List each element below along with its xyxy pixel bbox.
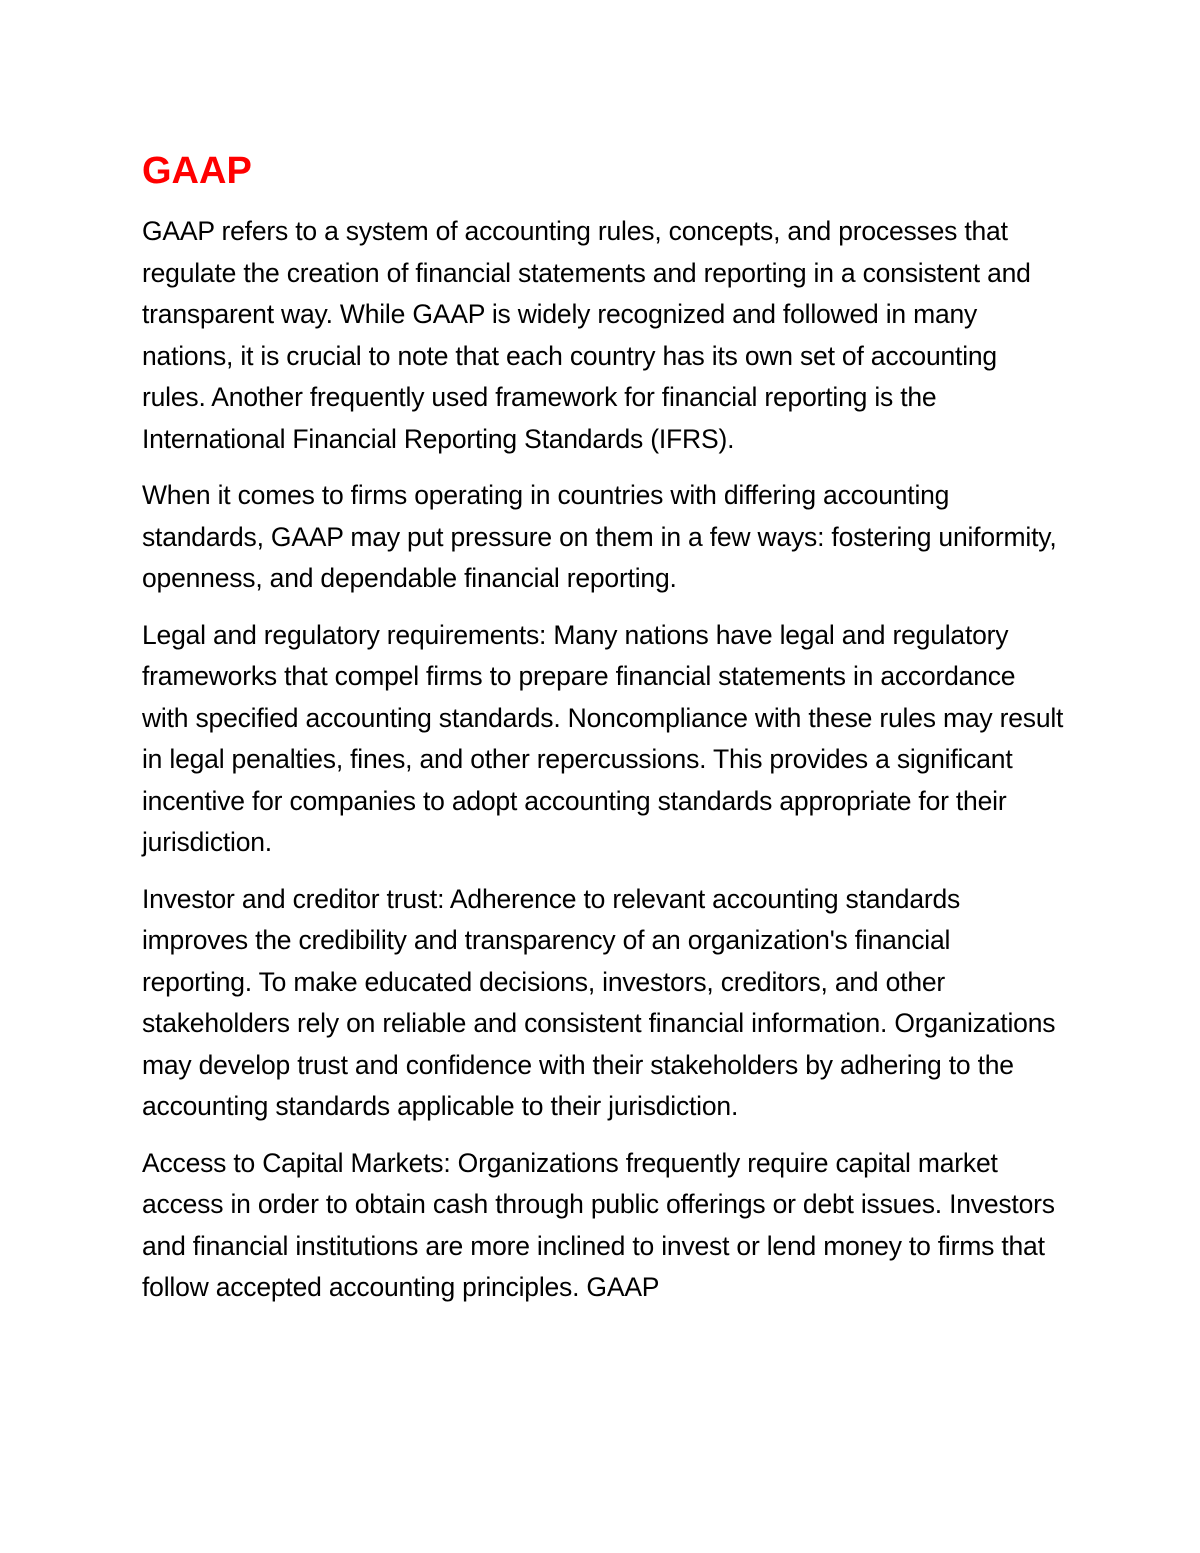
document-body — [142, 145, 1067, 1324]
paragraph-investor-trust: Investor and creditor trust: Adherence to relevant accounting standards improves the credibility and transparency of an organization's financial reporting. To make educated decisions, investors, creditors, and other stakeholders rely on reliable and consistent financial information. Organizations may develop trust and confidence with their stakeholders by adhering to the accounting standards applicable to their jurisdiction. — [142, 883, 1056, 1121]
paragraph-legal-requirements: Legal and regulatory requirements: Many nations have legal and regulatory frameworks that compel firms to prepare financial statements in accordance with specified accounting standards. Noncompliance with these rules may result in legal penalties, fines, and other repercussions. This provides a significant incentive for companies to adopt accounting standards appropriate for their jurisdiction. — [142, 619, 1064, 857]
paragraph-intro: GAAP refers to a system of accounting rules, concepts, and processes that regulate the creation of financial statements and reporting in a consistent and transparent way. While GAAP is widely recognized and followed in many nations, it is crucial to note that each country has its own set of accounting rules. Another frequently used framework for financial reporting is the International Financial Reporting Standards (IFRS). — [142, 216, 1031, 454]
paragraph-capital-markets: Access to Capital Markets: Organizations frequently require capital market access in order to obtain cash through public offerings or debt issues. Investors and financial institutions are more inclined to invest or lend money to firms that follow accepted accounting principles. GAAP — [142, 1147, 1055, 1302]
document-title: GAAP — [142, 150, 252, 192]
paragraph-pressure: When it comes to firms operating in countries with differing accounting standards, GAAP may put pressure on them in a few ways: fostering uniformity, openness, and dependable financial reporting. — [142, 480, 1057, 593]
